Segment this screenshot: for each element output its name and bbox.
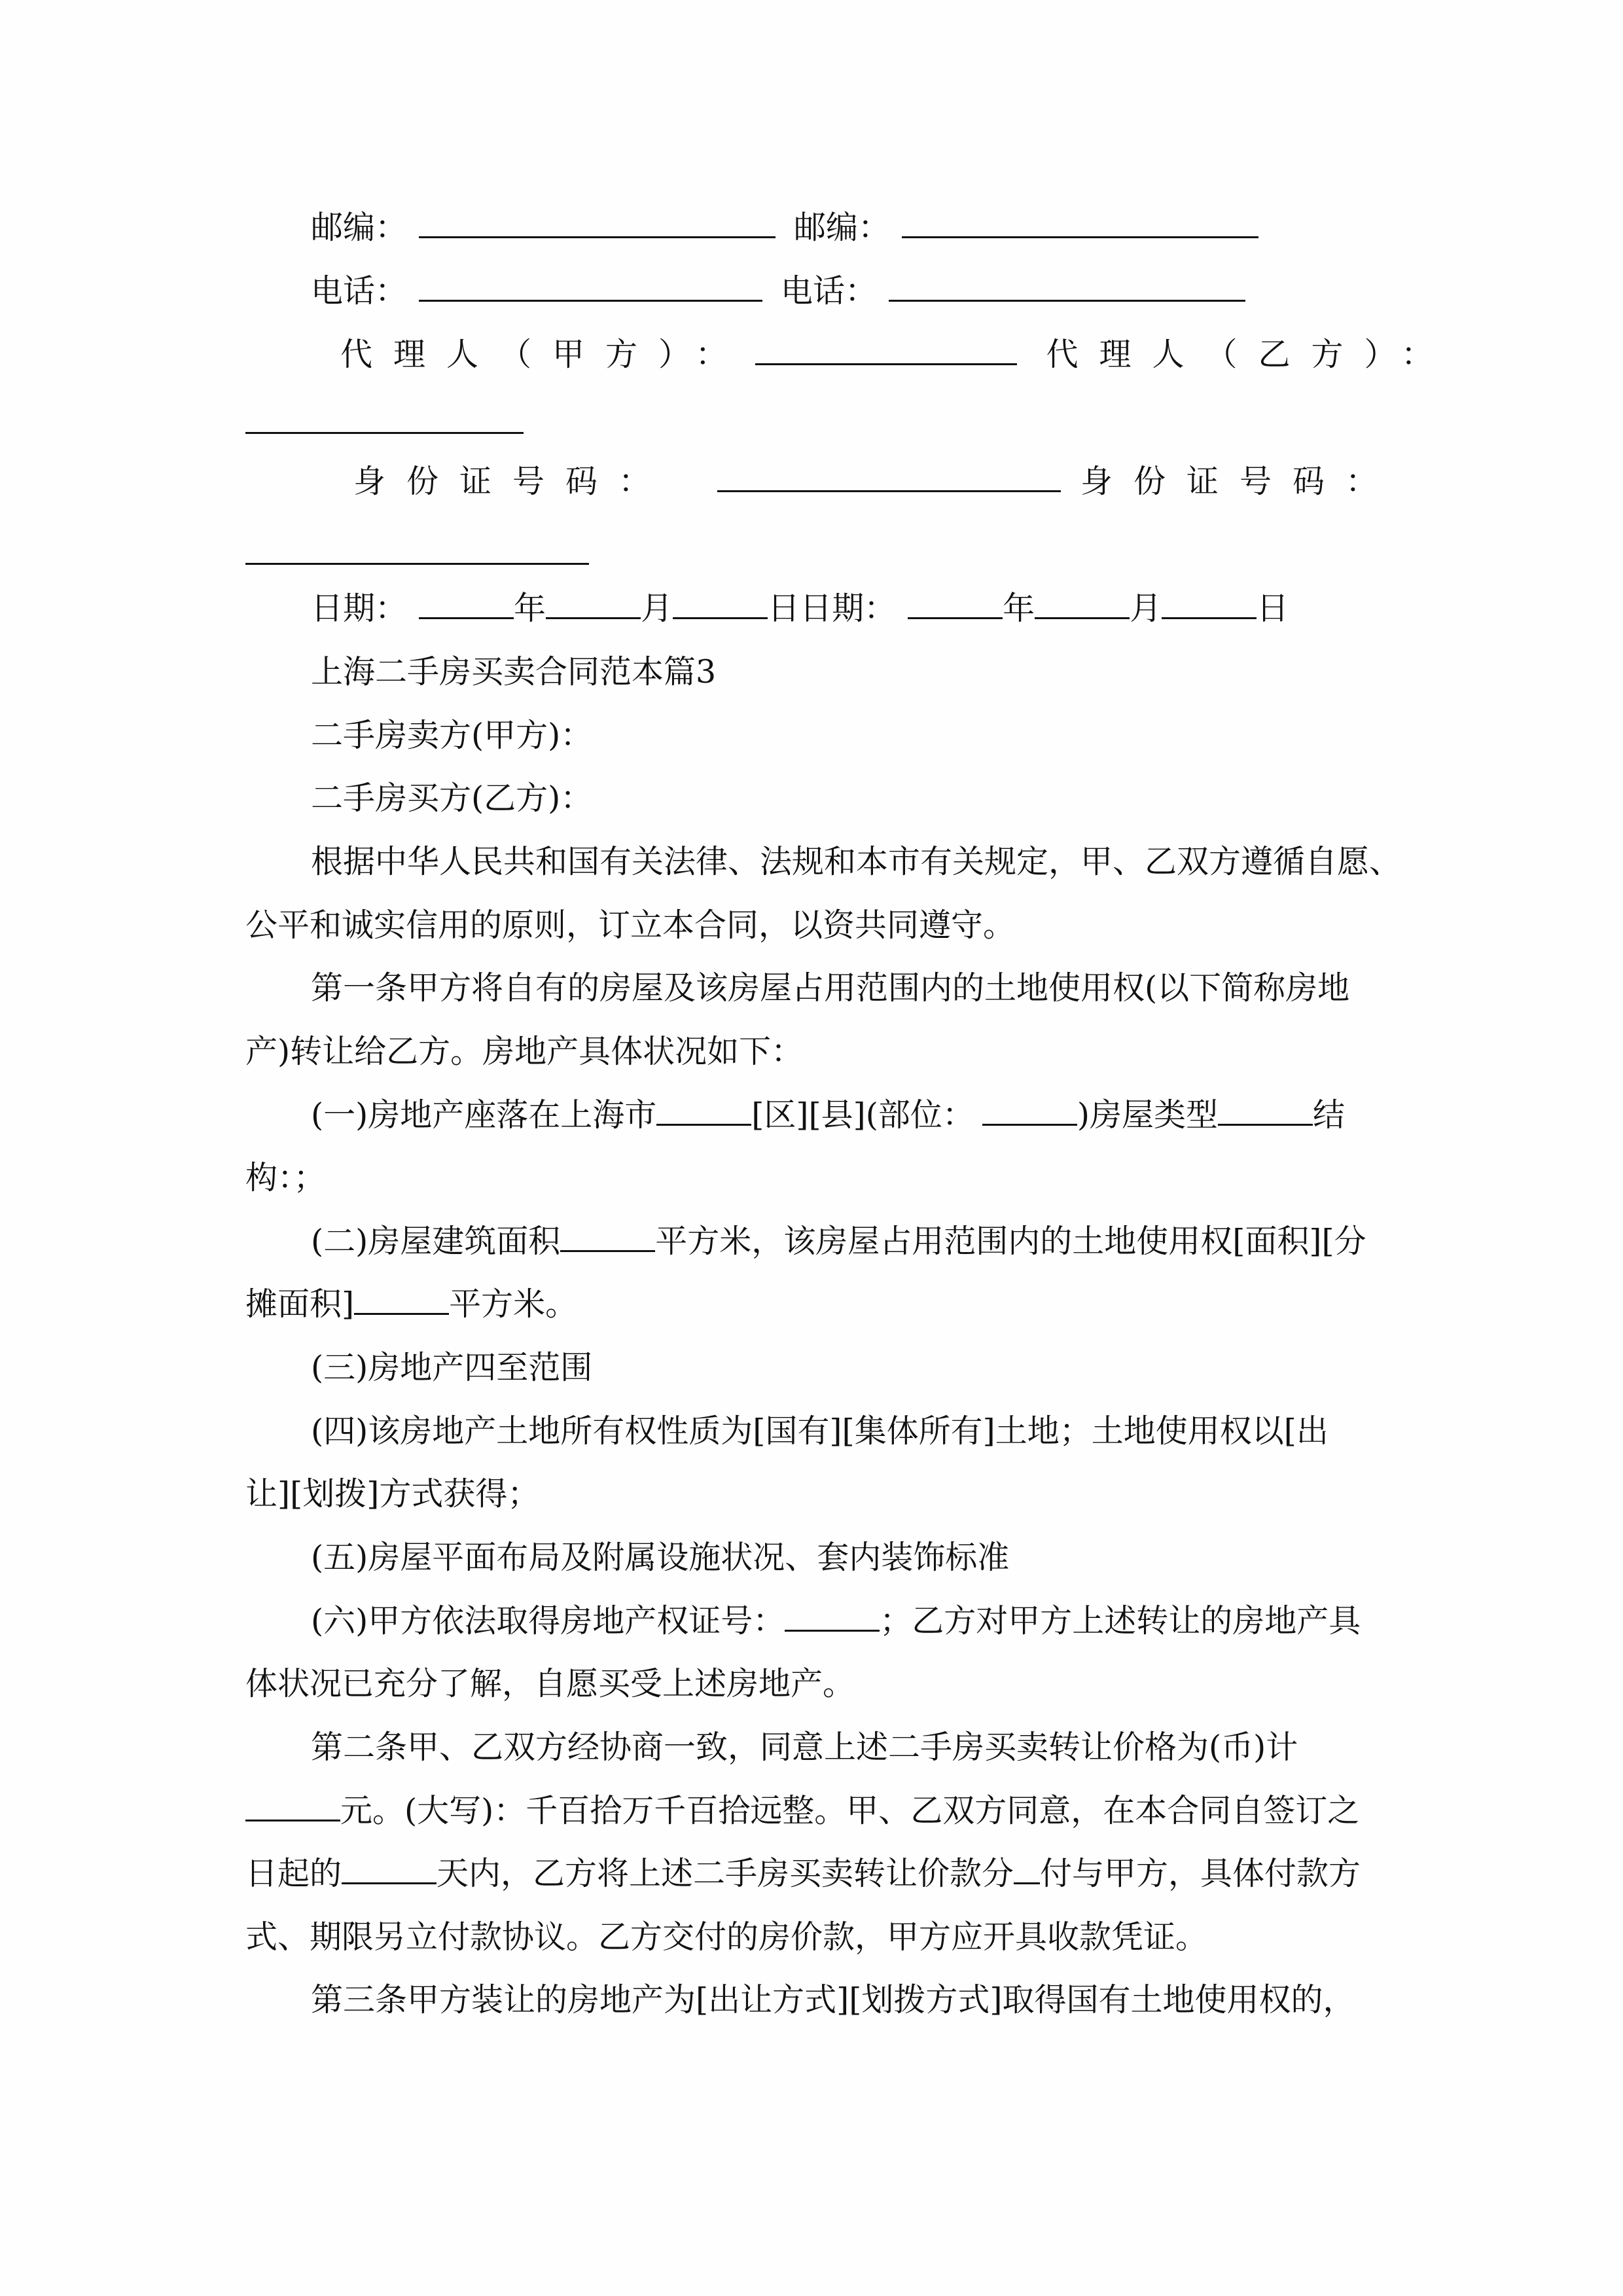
article-1-line-1: 第一条甲方将自有的房屋及该房屋占用范围内的土地使用权(以下简称房地: [311, 969, 1350, 1007]
article-2-line-3: [245, 1854, 1361, 1893]
days-field[interactable]: [342, 1856, 437, 1884]
month-label: 月: [641, 590, 673, 627]
postcode-field-party-a[interactable]: [419, 210, 776, 238]
article-1-item-5: (五)房屋平面布局及附属设施状况、套内装饰标准: [311, 1539, 1010, 1576]
district-field[interactable]: [656, 1098, 751, 1126]
article-2-line-2: [245, 1791, 1359, 1831]
phone-field-party-a[interactable]: [419, 274, 762, 302]
date-year-field-a[interactable]: [419, 591, 514, 619]
date-month-field-a[interactable]: [546, 591, 641, 619]
article-2-text: 日起的: [245, 1855, 342, 1892]
article-2-text: 天内，乙方将上述二手房买卖转让价款分: [437, 1855, 1014, 1892]
article-3-line-1: 第三条甲方装让的房地产为[出让方式][划拨方式]取得国有土地使用权的，: [311, 1981, 1355, 2018]
preamble-line-2: 公平和诚实信用的原则，订立本合同，以资共同遵守。: [245, 906, 1016, 944]
article-2-text: 付与甲方，具体付款方: [1040, 1855, 1361, 1892]
article-1-item-6: [311, 1602, 1361, 1641]
article-1-item-2: [311, 1222, 1366, 1261]
preamble-line-1: 根据中华人民共和国有关法律、法规和本市有关规定，甲、乙双方遵循自愿、: [311, 843, 1402, 880]
postcode-row: [311, 208, 1258, 247]
seller-label: 二手房卖方(甲方)：: [311, 717, 593, 754]
postcode-label-party-a: 邮编：: [311, 209, 408, 246]
date-day-field-b[interactable]: [1162, 591, 1257, 619]
phone-field-party-b[interactable]: [889, 274, 1245, 302]
article-1-item-1-cont: 构：；: [245, 1159, 326, 1196]
item-2-text-c: 摊面积]: [245, 1285, 355, 1323]
phone-label-party-b: 电话：: [781, 272, 878, 310]
article-1-item-4-cont: 让][划拨]方式获得；: [245, 1475, 540, 1513]
date-label-party-a: 日期：: [311, 590, 408, 627]
installments-field[interactable]: [1014, 1856, 1040, 1884]
building-area-field[interactable]: [560, 1224, 655, 1252]
agent-field-party-a[interactable]: [755, 337, 1017, 365]
date-label-party-b: 日期：: [800, 590, 897, 627]
id-label-party-a: 身份证号码：: [353, 463, 672, 500]
article-2-text: 元。(大写)：千百拾万千百拾远整。甲、乙双方同意，在本合同自签订之: [340, 1792, 1360, 1829]
date-year-field-b[interactable]: [908, 591, 1003, 619]
id-field-party-b[interactable]: [245, 563, 589, 565]
article-1-item-2-cont: [245, 1285, 577, 1324]
agent-label-party-a: 代理人（甲方）：: [340, 336, 749, 373]
postcode-label-party-b: 邮编：: [794, 209, 891, 246]
day-label: 日: [1257, 590, 1289, 627]
id-field-party-a[interactable]: [717, 464, 1061, 492]
article-1-line-2: 产)转让给乙方。房地产具体状况如下：: [245, 1033, 804, 1070]
item-6-text-b: ；乙方对甲方上述转让的房地产具: [880, 1602, 1361, 1640]
article-1-item-3: (三)房地产四至范围: [311, 1349, 593, 1386]
postcode-field-party-b[interactable]: [902, 210, 1258, 238]
house-type-field[interactable]: [1218, 1098, 1313, 1126]
phone-row: [311, 272, 1245, 311]
item-6-text-a: (六)甲方依法取得房地产权证号：: [311, 1602, 785, 1640]
location-field[interactable]: [982, 1098, 1077, 1126]
year-label: 年: [514, 590, 546, 627]
article-1-item-6-cont: 体状况已充分了解，自愿买受上述房地产。: [245, 1665, 855, 1702]
land-area-field[interactable]: [354, 1287, 449, 1315]
property-cert-number-field[interactable]: [785, 1604, 880, 1632]
day-label: 日: [768, 590, 800, 627]
date-day-field-a[interactable]: [673, 591, 768, 619]
agent-row: [340, 335, 1454, 374]
date-month-field-b[interactable]: [1035, 591, 1130, 619]
article-1-item-4: (四)该房地产土地所有权性质为[国有][集体所有]土地；土地使用权以[出: [311, 1412, 1329, 1450]
item-2-text-b: 平方米，该房屋占用范围内的土地使用权[面积][分: [655, 1223, 1366, 1260]
item-2-text-a: (二)房屋建筑面积: [311, 1223, 561, 1260]
price-field[interactable]: [245, 1793, 340, 1821]
item-2-text-d: 平方米。: [449, 1285, 578, 1323]
item-1-text-a: (一)房地产座落在上海市: [311, 1096, 657, 1134]
article-2-line-1: 第二条甲、乙双方经协商一致，同意上述二手房买卖转让价格为(币)计: [311, 1729, 1298, 1766]
month-label: 月: [1130, 590, 1162, 627]
buyer-label: 二手房买方(乙方)：: [311, 780, 593, 817]
section-title: 上海二手房买卖合同范本篇3: [311, 653, 717, 691]
date-row: [311, 589, 1289, 628]
item-1-text-c: )房屋类型: [1077, 1096, 1218, 1134]
item-1-text-d: 结: [1312, 1096, 1345, 1134]
article-1-item-1: [311, 1096, 1345, 1135]
phone-label-party-a: 电话：: [311, 272, 408, 310]
year-label: 年: [1003, 590, 1035, 627]
item-1-text-b: [区][县](部位：: [751, 1096, 974, 1134]
id-label-party-b: 身份证号码：: [1080, 463, 1399, 500]
agent-field-party-b[interactable]: [245, 432, 524, 434]
article-2-line-4: 式、期限另立付款协议。乙方交付的房价款，甲方应开具收款凭证。: [245, 1918, 1208, 1956]
agent-label-party-b: 代理人（乙方）：: [1046, 336, 1455, 373]
id-row: [353, 462, 1399, 501]
